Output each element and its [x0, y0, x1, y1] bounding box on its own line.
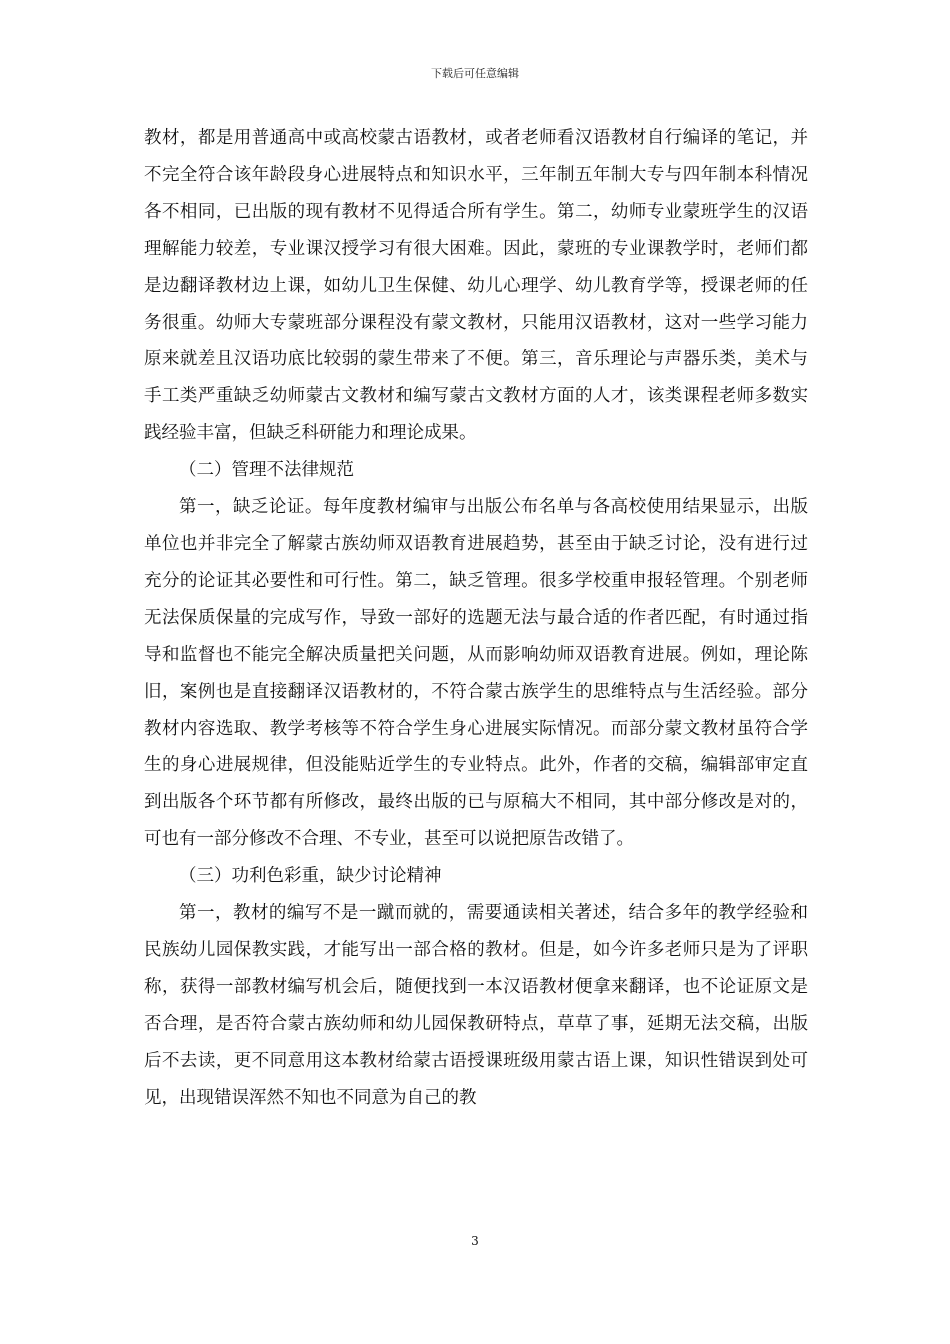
- paragraph-utilitarian: 第一，教材的编写不是一蹴而就的，需要通读相关著述，结合多年的教学经验和民族幼儿园保教实践，才能写出一部合格的教材。但是，如今许多老师只是为了评职称，获得一部教材编写机会后，随便找到一本汉语教材便拿来翻译，也不论证原文是否合理，是否符合蒙古族幼师和幼儿园保教研特点，草草了事，延期无法交稿，出版后不去读，更不同意用这本教材给蒙古语授课班级用蒙古语上课，知识性错误到处可见，出现错误浑然不知也不同意为自己的教: [144, 903, 808, 1108]
- page-number: 3: [471, 1234, 479, 1248]
- paragraph-continuation: 教材，都是用普通高中或高校蒙古语教材，或者老师看汉语教材自行编译的笔记，并不完全符合该年龄段身心进展特点和知识水平，三年制五年制大专与四年制本科情况各不相同，已出版的现有教材不见得适合所有学生。第二，幼师专业蒙班学生的汉语理解能力较差，专业课汉授学习有很大困难。因此，蒙班的专业课教学时，老师们都是边翻译教材边上课，如幼儿卫生保健、幼儿心理学、幼儿教育学等，授课老师的任务很重。幼师大专蒙班部分课程没有蒙文教材，只能用汉语教材，这对一些学习能力原来就差且汉语功底比较弱的蒙生带来了不便。第三，音乐理论与声器乐类，美术与手工类严重缺乏幼师蒙古文教材和编写蒙古文教材方面的人才，该类课程老师多数实践经验丰富，但缺乏科研能力和理论成果。: [144, 128, 808, 444]
- paragraph-management: 第一，缺乏论证。每年度教材编审与出版公布名单与各高校使用结果显示，出版单位也并非完全了解蒙古族幼师双语教育进展趋势，甚至由于缺乏讨论，没有进行过充分的论证其必要性和可行性。第二，缺乏管理。很多学校重申报轻管理。个别老师无法保质保量的完成写作，导致一部好的选题无法与最合适的作者匹配，有时通过指导和监督也不能完全解决质量把关问题，从而影响幼师双语教育进展。例如，理论陈旧，案例也是直接翻译汉语教材的，不符合蒙古族学生的思维特点与生活经验。部分教材内容选取、教学考核等不符合学生身心进展实际情况。而部分蒙文教材虽符合学生的身心进展规律，但没能贴近学生的专业特点。此外，作者的交稿，编辑部审定直到出版各个环节都有所修改，最终出版的已与原稿大不相同，其中部分修改是对的，可也有一部分修改不合理、不专业，甚至可以说把原告改错了。: [144, 497, 808, 850]
- page-header: 下载后可任意编辑: [431, 67, 519, 80]
- section-heading-3: （三）功利色彩重，缺少讨论精神: [179, 866, 442, 887]
- section-heading-2: （二）管理不法律规范: [179, 460, 354, 481]
- document-body: [144, 120, 808, 1116]
